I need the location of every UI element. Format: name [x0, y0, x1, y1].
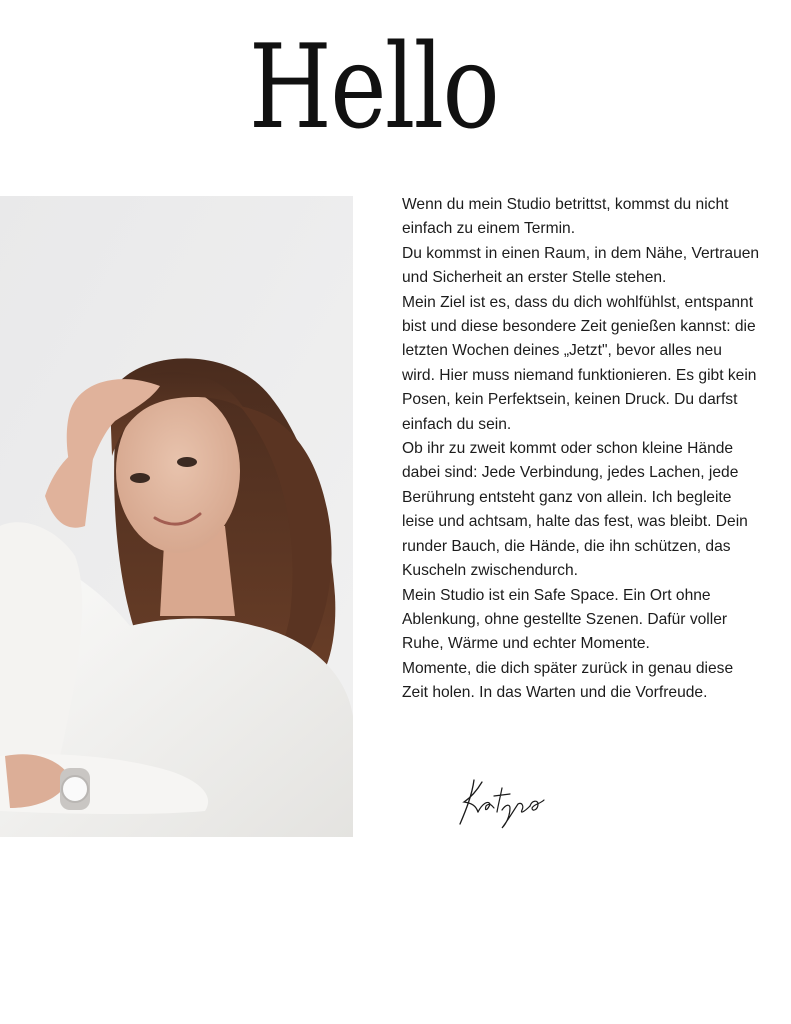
- text-line: letzten Wochen deines „Jetzt", bevor alles neu: [402, 342, 722, 360]
- text-line: dabei sind: Jede Verbindung, jedes Lachen, jede: [402, 464, 739, 482]
- text-line: Du kommst in einen Raum, in dem Nähe, Vertrauen: [402, 244, 760, 262]
- text-line: Mein Ziel ist es, dass du dich wohlfühlst, entspannt: [402, 293, 754, 311]
- intro-text: [402, 193, 774, 706]
- text-line: Posen, kein Perfektsein, keinen Druck. Du darfst: [402, 391, 738, 409]
- text-line: wird. Hier muss niemand funktionieren. Es gibt kein: [402, 366, 757, 384]
- text-line: Kuscheln zwischendurch.: [402, 562, 578, 580]
- page-title: Hello: [248, 20, 499, 155]
- text-line: Mein Studio ist ein Safe Space. Ein Ort ohne: [402, 586, 711, 604]
- text-line: leise und achtsam, halte das fest, was bleibt. Dein: [402, 513, 748, 531]
- text-line: Ob ihr zu zweit kommt oder schon kleine Hände: [402, 440, 734, 458]
- text-line: einfach du sein.: [402, 415, 512, 433]
- text-line: Momente, die dich später zurück in genau diese: [402, 659, 734, 677]
- text-line: Wenn du mein Studio betrittst, kommst du nicht: [402, 196, 729, 213]
- text-line: Ruhe, Wärme und echter Momente.: [402, 635, 650, 653]
- text-line: und Sicherheit an erster Stelle stehen.: [402, 269, 667, 287]
- text-line: Berührung entsteht ganz von allein. Ich begleite: [402, 488, 732, 506]
- text-line: runder Bauch, die Hände, die ihn schützen, das: [402, 537, 731, 555]
- text-line: bist und diese besondere Zeit genießen kannst: die: [402, 318, 756, 336]
- text-line: Zeit holen. In das Warten und die Vorfreude.: [402, 684, 708, 702]
- text-line: Ablenkung, ohne gestellte Szenen. Dafür voller: [402, 610, 728, 628]
- portrait-photo: [0, 196, 353, 837]
- signature: [452, 770, 552, 830]
- text-line: einfach zu einem Termin.: [402, 220, 576, 238]
